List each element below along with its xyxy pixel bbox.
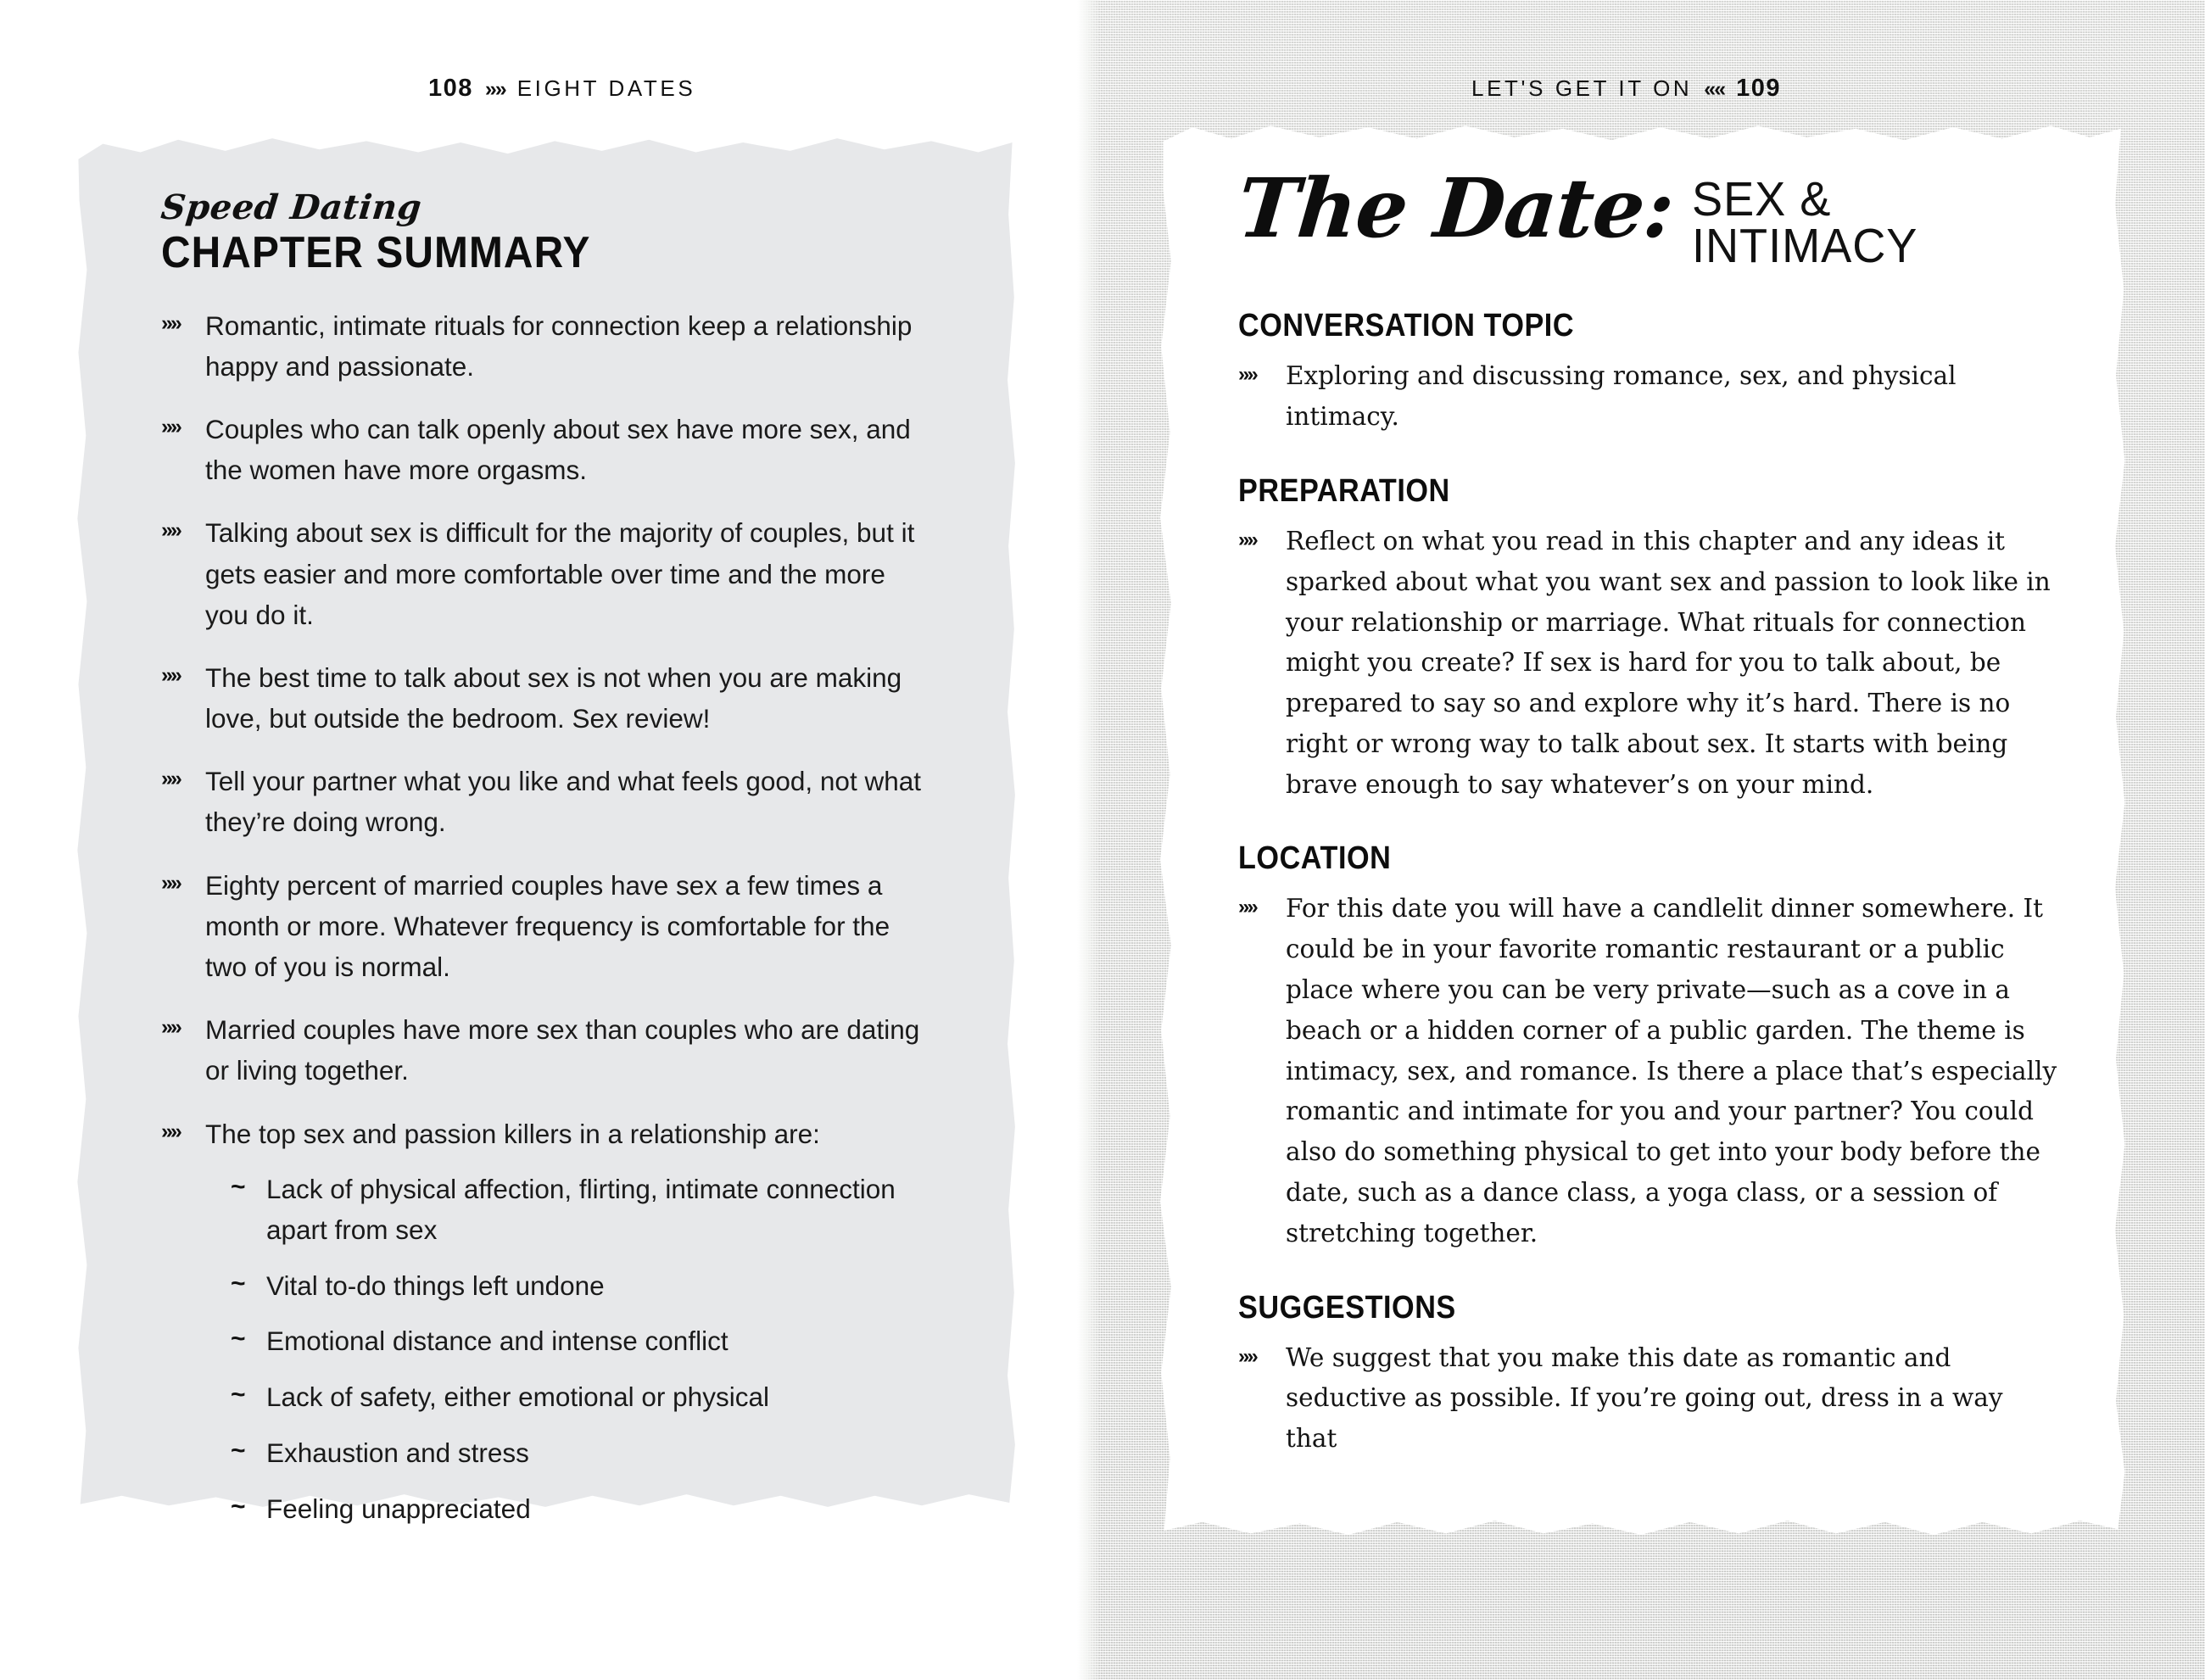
double-chevron-icon: »» (161, 1119, 180, 1143)
date-title-script: The Date: (1234, 160, 1677, 256)
double-chevron-icon: »» (161, 518, 180, 543)
tilde-icon: ~ (231, 1325, 243, 1353)
sub-list-item (231, 1433, 924, 1474)
list-item-text: Couples who can talk openly about sex have more sex, and the women have more orgasms. (205, 413, 911, 486)
double-chevron-icon: »» (161, 767, 180, 791)
section-body (1238, 522, 2061, 805)
section-suggestions (1238, 1290, 2061, 1460)
chapter-kicker: Speed Dating (159, 187, 424, 227)
list-item (161, 1009, 924, 1091)
list-item (161, 865, 924, 988)
list-item (161, 657, 924, 739)
sub-list-item-text: Emotional distance and intense conflict (266, 1326, 728, 1357)
double-chevron-icon: »» (161, 1015, 180, 1040)
double-chevron-icon: »» (161, 870, 180, 895)
tilde-icon: ~ (231, 1381, 243, 1409)
left-running-head (428, 75, 695, 103)
list-item-text: The best time to talk about sex is not when you are making love, but outside the bedroom. Sex review! (205, 661, 902, 734)
section-conversation-topic (1238, 308, 2061, 438)
passion-killers-sublist (231, 1169, 924, 1530)
section-body-text: For this date you will have a candlelit dinner somewhere. It could be in your favorite romantic restaurant or a public place where you can be very private—such as a cove in a beach or a hidden corner of a public garden. The theme is intimacy, sex, and romance. Is there a place that’s especially romantic and intimate for you and your partner? You could also do something physical to get into your body before the date, such as a dance class, a yoga class, or a session of stretching together. (1286, 894, 2057, 1247)
tilde-icon: ~ (231, 1172, 243, 1201)
chapter-summary-heading: CHAPTER SUMMARY (161, 228, 591, 277)
list-item (161, 1113, 924, 1530)
right-page (1077, 0, 2205, 1680)
list-item-text: Eighty percent of married couples have sex a few times a month or more. Whatever frequency is comfortable for the two of you is normal. (205, 869, 890, 983)
left-page-number: 108 (428, 75, 473, 102)
sub-list-item-text: Exhaustion and stress (266, 1437, 529, 1469)
double-chevron-icon: »» (1238, 363, 1256, 387)
chevron-right-icon: »» (484, 77, 505, 101)
double-chevron-icon: »» (1238, 1344, 1256, 1368)
list-item (161, 512, 924, 635)
double-chevron-icon: »» (161, 662, 180, 687)
chevron-left-icon: «« (1704, 77, 1725, 101)
tilde-icon: ~ (231, 1493, 243, 1521)
list-item-text: Married couples have more sex than couples who are dating or living together. (205, 1014, 920, 1086)
double-chevron-icon: »» (161, 414, 180, 438)
left-page (0, 0, 1077, 1680)
list-item-text: Romantic, intimate rituals for connection keep a relationship happy and passionate. (205, 310, 913, 382)
double-chevron-icon: »» (1238, 896, 1256, 919)
double-chevron-icon: »» (161, 310, 180, 335)
chapter-summary-content (159, 187, 924, 1552)
sub-list-item (231, 1266, 924, 1307)
date-title-subject-line1: SEX & (1692, 172, 1832, 226)
section-body (1238, 889, 2061, 1253)
right-running-head-title: LET'S GET IT ON (1471, 75, 1693, 101)
list-item (161, 305, 924, 387)
sub-list-item (231, 1169, 924, 1251)
section-heading: SUGGESTIONS (1238, 1289, 1456, 1326)
date-title-subject-line2: INTIMACY (1692, 218, 1918, 273)
tilde-icon: ~ (231, 1269, 243, 1298)
sub-list-item-text: Lack of safety, either emotional or physical (266, 1381, 769, 1413)
section-preparation (1238, 473, 2061, 805)
section-body-text: Reflect on what you read in this chapter and any ideas it sparked about what you want sex and passion to look like in your relationship or marriage. What rituals for connection might you create? If sex is hard for you to talk about, be prepared to say so and explore why it’s hard. There is no right or wrong way to talk about sex. It starts with being brave enough to say whatever’s on your mind. (1286, 527, 2051, 799)
section-body (1238, 356, 2061, 438)
date-title (1234, 160, 2061, 273)
section-body (1238, 1338, 2061, 1460)
list-item (161, 409, 924, 490)
list-item (161, 761, 924, 842)
sub-list-item (231, 1489, 924, 1530)
date-content (1234, 160, 2061, 1460)
sub-list-item-text: Lack of physical affection, flirting, intimate connection apart from sex (266, 1173, 896, 1245)
section-heading: PREPARATION (1238, 473, 1450, 509)
section-location (1238, 840, 2061, 1253)
section-body-text: We suggest that you make this date as romantic and seductive as possible. If you’re going out, dress in a way that (1286, 1342, 2003, 1454)
sub-list-item (231, 1321, 924, 1362)
section-heading: LOCATION (1238, 840, 1392, 877)
tilde-icon: ~ (231, 1437, 243, 1465)
section-body-text: Exploring and discussing romance, sex, and physical intimacy. (1286, 361, 1957, 432)
right-running-head (1471, 75, 1781, 103)
left-running-head-title: EIGHT DATES (516, 75, 696, 101)
sub-list-item-text: Feeling unappreciated (266, 1493, 531, 1525)
sub-list-item (231, 1377, 924, 1418)
right-page-number: 109 (1736, 75, 1781, 102)
section-heading: CONVERSATION TOPIC (1238, 308, 1575, 344)
double-chevron-icon: »» (1238, 528, 1256, 551)
list-item-text: The top sex and passion killers in a relationship are: (205, 1118, 820, 1149)
date-title-subject (1692, 170, 1918, 273)
list-item-text: Talking about sex is difficult for the majority of couples, but it gets easier and more comfortable over time and the more you do it. (205, 517, 915, 630)
sub-list-item-text: Vital to-do things left undone (266, 1270, 605, 1301)
list-item-text: Tell your partner what you like and what feels good, not what they’re doing wrong. (205, 766, 921, 838)
chapter-summary-list (161, 305, 924, 1530)
